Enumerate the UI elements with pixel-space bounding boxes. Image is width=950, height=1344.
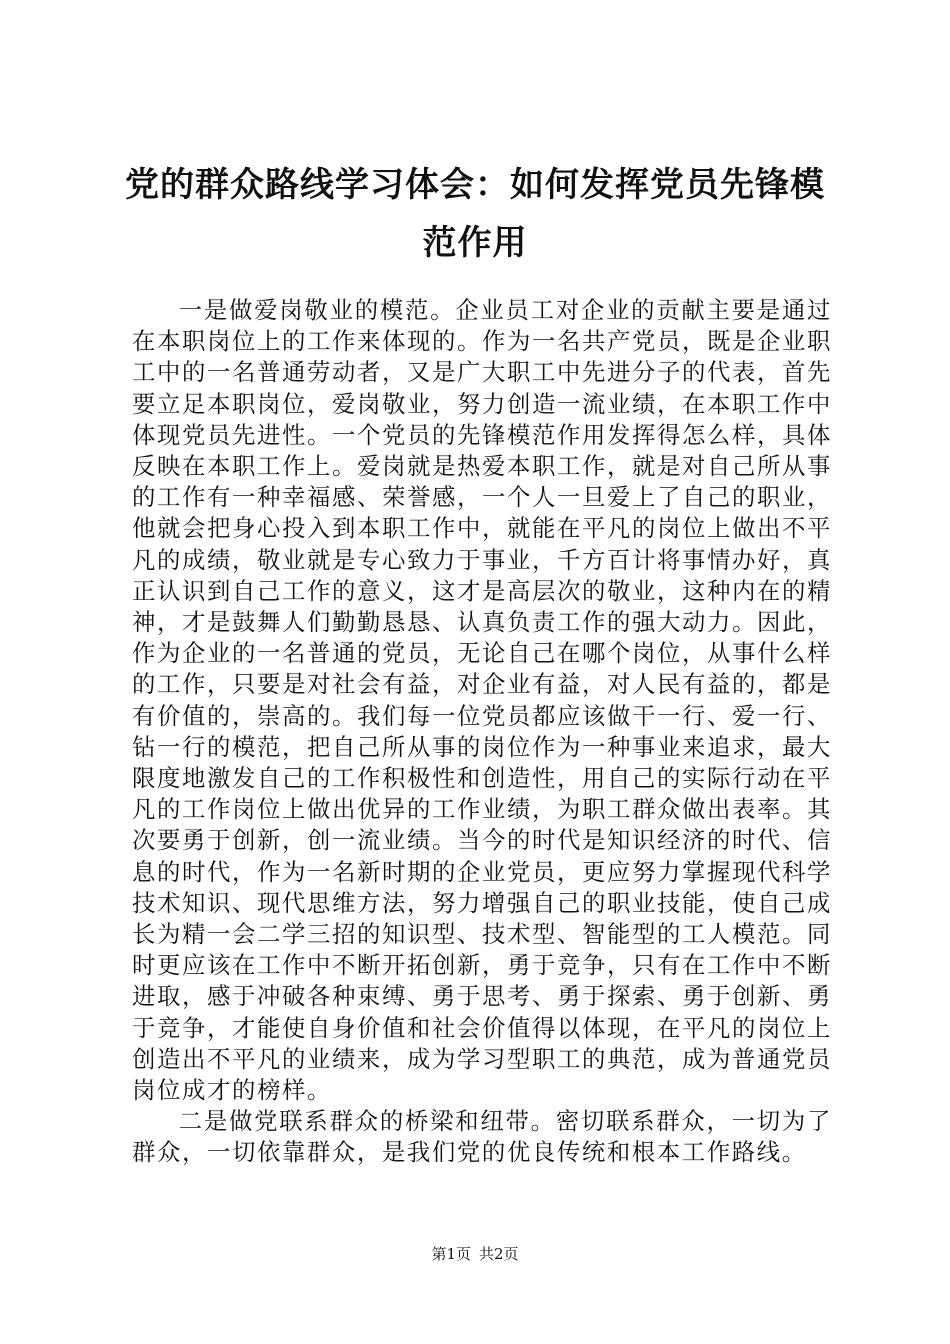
- paragraph-1: 一是做爱岗敬业的模范。企业员工对企业的贡献主要是通过在本职岗位上的工作来体现的。作为一名共产党员，既是企业职工中的一名普通劳动者，又是广大职工中先进分子的代表，首先要立足本职岗位，爱岗敬业，努力创造一流业绩，在本职工作中体现党员先进性。一个党员的先锋模范作用发挥得怎么样，具体反映在本职工作上。爱岗就是热爱本职工作，就是对自己所从事的工作有一种幸福感、荣誉感，一个人一旦爱上了自己的职业，他就会把身心投入到本职工作中，就能在平凡的岗位上做出不平凡的成绩，敬业就是专心致力于事业，千方百计将事情办好，真正认识到自己工作的意义，这才是高层次的敬业，这种内在的精神，才是鼓舞人们勤勤恳恳、认真负责工作的强大动力。因此，作为企业的一名普通的党员，无论自己在哪个岗位，从事什么样的工作，只要是对社会有益，对企业有益，对人民有益的，都是有价值的，崇高的。我们每一位党员都应该做干一行、爱一行、钻一行的模范，把自己所从事的岗位作为一种事业来追求，最大限度地激发自己的工作积极性和创造性，用自己的实际行动在平凡的工作岗位上做出优异的工作业绩，为职工群众做出表率。其次要勇于创新，创一流业绩。当今的时代是知识经济的时代、信息的时代，作为一名新时期的企业党员，更应努力掌握现代科学技术知识、现代思维方法，努力增强自己的职业技能，使自己成长为精一会二学三招的知识型、技术型、智能型的工人模范。同时更应该在工作中不断开拓创新，勇于竞争，只有在工作中不断进取，感于冲破各种束缚、勇于思考、勇于探索、勇于创新、勇于竞争，才能使自身价值和社会价值得以体现，在平凡的岗位上创造出不平凡的业绩来，成为学习型职工的典范，成为普通党员岗位成才的榜样。: [132, 296, 832, 1105]
- page-number: 第1页: [431, 1245, 471, 1263]
- document-body: [132, 295, 832, 1169]
- page-total: 共2页: [479, 1245, 519, 1263]
- paragraph-2: 二是做党联系群众的桥梁和纽带。密切联系群众，一切为了群众，一切依靠群众，是我们党的优良传统和根本工作路线。: [132, 1107, 832, 1167]
- document-title: 党的群众路线学习体会：如何发挥党员先锋模范作用: [125, 165, 825, 263]
- page-footer: [0, 1244, 950, 1264]
